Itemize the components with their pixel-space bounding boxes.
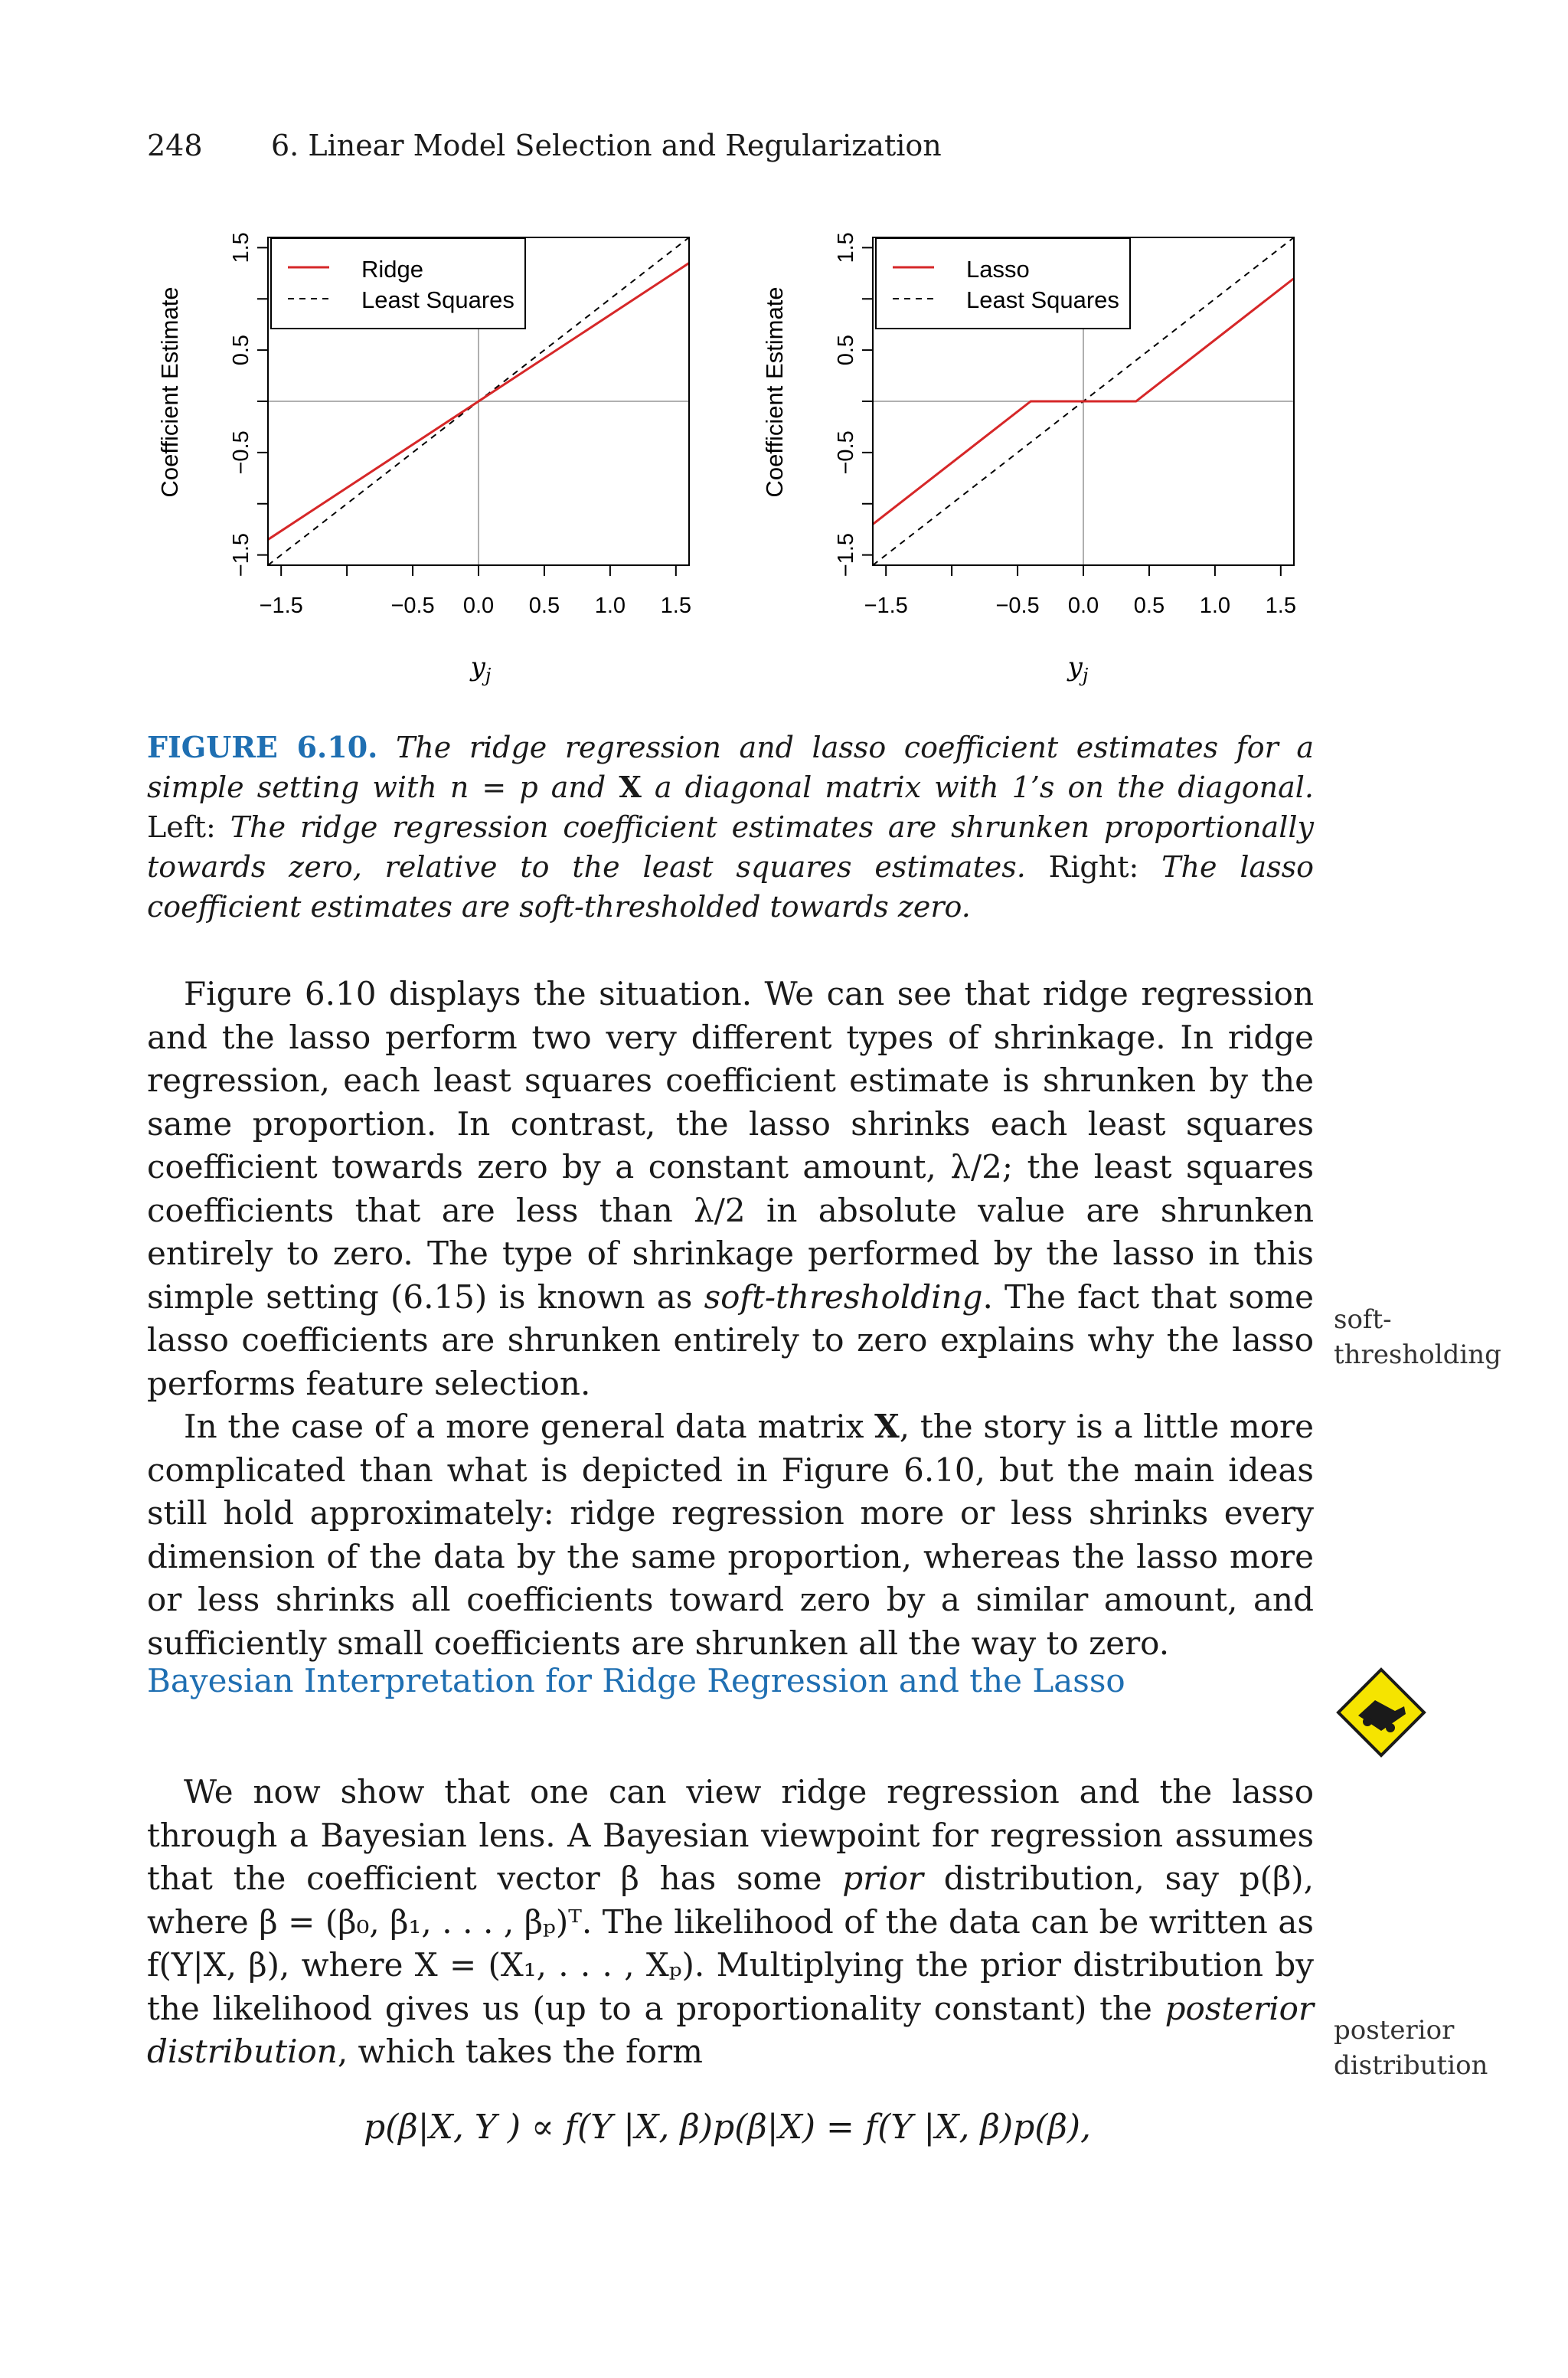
body-text-2	[147, 1771, 1314, 2074]
y-tick-label: 0.5	[834, 334, 858, 366]
y-axis	[834, 232, 873, 577]
paragraph: Figure 6.10 displays the situation. We can see that ridge regression and the lasso perform two very different types of shrinkage. In ridge regression, each least squares coefficient estimate is shrunken by the same proportion. In contrast, the lasso shrinks each least squares coefficient towards zero by a constant amount, λ/2; the least squares coefficients that are less than λ/2 in absolute value are shrunken entirely to zero. The type of shrinkage performed by the lasso in this simple setting (6.15) is known as soft-thresholding. The fact that some lasso coefficients are shrunken entirely to zero explains why the lasso performs feature selection.	[147, 975, 1314, 1402]
margin-note-posterior: posterior distribution	[1334, 2015, 1488, 2081]
lasso-plot	[750, 222, 1332, 697]
chapter-title: 6. Linear Model Selection and Regularization	[271, 129, 942, 162]
equation: p(β|X, Y ) ∝ f(Y |X, β)p(β|X) = f(Y |X, β)p(β),	[363, 2108, 1092, 2147]
caution-icon	[1335, 1667, 1427, 1758]
margin-note-soft-thresholding: soft- thresholding	[1334, 1304, 1501, 1370]
x-tick-label: −1.5	[864, 594, 908, 618]
section-heading: Bayesian Interpretation for Ridge Regression and the Lasso	[147, 1662, 1125, 1699]
x-axis	[260, 565, 691, 618]
figure-caption: FIGURE 6.10. The ridge regression and lasso coefficient estimates for a simple setting with n = p and X a diagonal matrix with 1’s on the diagonal. Left: The ridge regression coefficient estimates are shrunken proportionally towards zero, relative to the least squares estimates. Right: The lasso coefficient estimates are soft-thresholded towards zero.	[147, 730, 1315, 924]
x-tick-label: 0.0	[462, 594, 495, 618]
y-tick-label: −0.5	[834, 430, 858, 475]
x-tick-label: −1.5	[259, 594, 303, 618]
x-tick-label: −0.5	[390, 594, 435, 618]
x-tick-label: 1.5	[1265, 594, 1296, 618]
x-axis	[864, 565, 1296, 618]
page-number: 248	[147, 129, 203, 162]
legend-ls-label: Least Squares	[966, 286, 1119, 313]
y-tick-label: −1.5	[229, 533, 253, 577]
x-tick-label: 0.0	[1067, 594, 1099, 618]
y-tick-label: 1.5	[834, 232, 858, 263]
legend-lasso-label: Lasso	[966, 256, 1030, 283]
paragraph: In the case of a more general data matrix X, the story is a little more complicated than what is depicted in Figure 6.10, but the main ideas still hold approximately: ridge regression more or less shrinks every dimension of the data by the same proportion, whereas the lasso more or less shrinks all coefficients toward zero by a similar amount, and sufficiently small coefficients are shrunken all the way to zero.	[147, 1408, 1314, 1662]
legend-ls-label: Least Squares	[361, 286, 514, 313]
y-tick-label: 0.5	[229, 334, 253, 366]
y-axis-label: Coefficient Estimate	[156, 286, 183, 498]
x-tick-label: 0.5	[528, 594, 560, 618]
y-tick-label: −0.5	[229, 430, 253, 475]
x-axis-label: $y_j$	[470, 652, 492, 686]
x-tick-label: −0.5	[995, 594, 1040, 618]
body-text-1	[147, 973, 1314, 1665]
figure-label: FIGURE 6.10.	[147, 730, 378, 764]
x-tick-label: 0.5	[1133, 594, 1165, 618]
ridge-plot	[145, 222, 727, 697]
x-tick-label: 1.5	[660, 594, 691, 618]
x-tick-label: 1.0	[594, 594, 626, 618]
paragraph: We now show that one can view ridge regression and the lasso through a Bayesian lens. A Bayesian viewpoint for regression assumes that the coefficient vector β has some prior distribution, say p(β), where β = (β₀, β₁, . . . , βₚ)ᵀ. The likelihood of the data can be written as f(Y|X, β), where X = (X₁, . . . , Xₚ). Multiplying the prior distribution by the likelihood gives us (up to a proportionality constant) the posterior distribution, which takes the form	[147, 1773, 1314, 2070]
legend-ridge-label: Ridge	[361, 256, 423, 283]
x-tick-label: 1.0	[1199, 594, 1231, 618]
y-axis-label: Coefficient Estimate	[761, 286, 788, 498]
y-tick-label: 1.5	[229, 232, 253, 263]
y-axis	[229, 232, 268, 577]
legend-box	[271, 238, 525, 329]
x-axis-label: $y_j$	[1067, 652, 1089, 686]
legend-box	[876, 238, 1130, 329]
y-tick-label: −1.5	[834, 533, 858, 577]
